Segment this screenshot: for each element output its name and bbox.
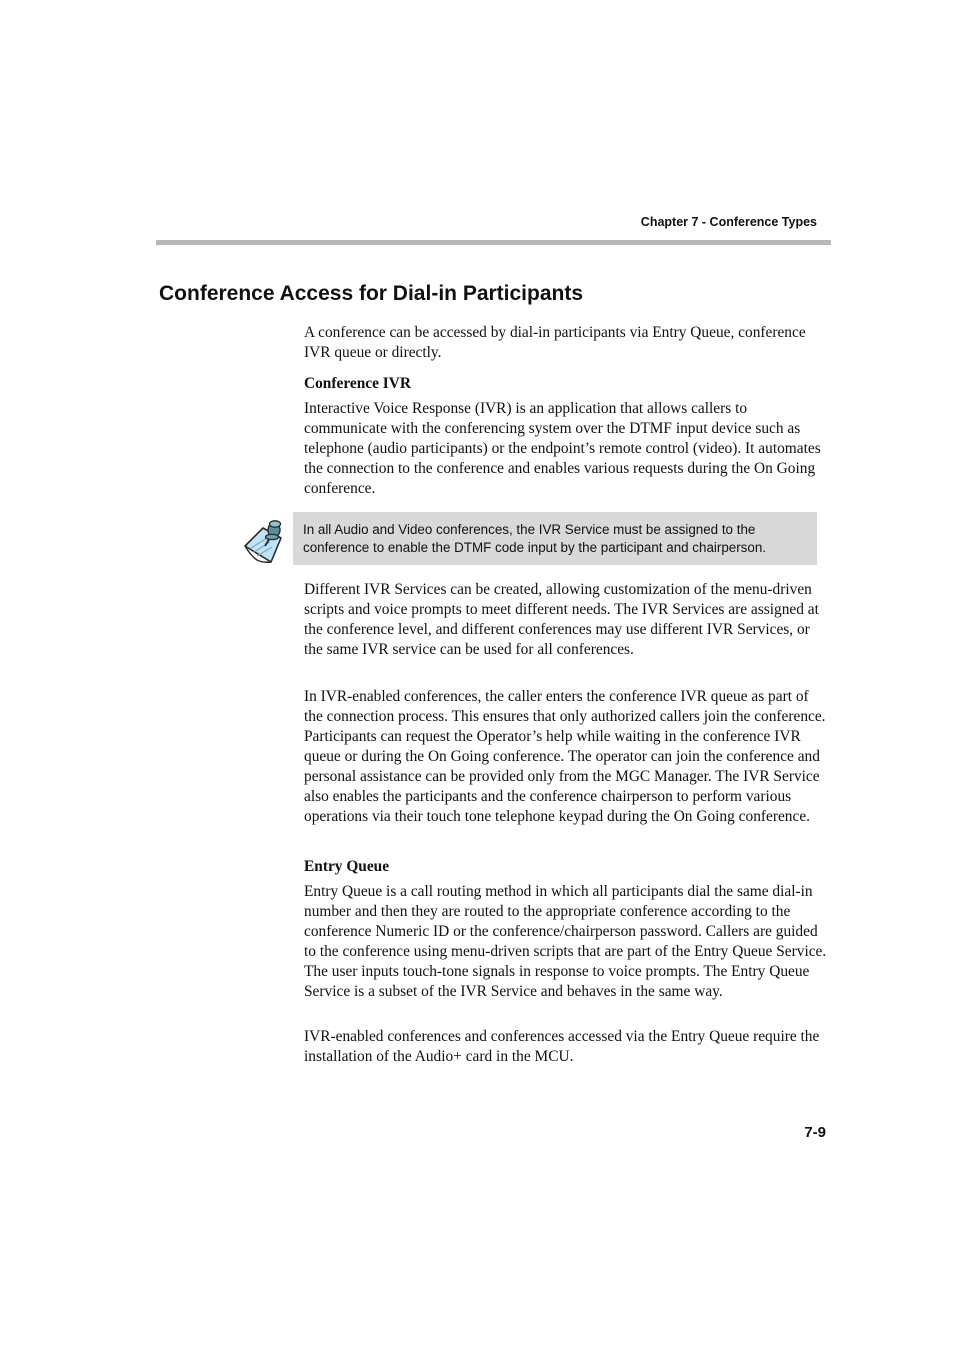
conference-ivr-paragraph-2: Different IVR Services can be created, allowing customization of the menu-driven scripts and voice prompts to meet different needs. The IVR Services are assigned at the conference level, and different conferences may use different IVR Services, or the same IVR service can be used for all conferences. [304, 581, 819, 658]
note-text: In all Audio and Video conferences, the IVR Service must be assigned to the conference to enable the DTMF code input by the participant and chairperson. [303, 522, 766, 555]
conference-ivr-paragraph-1: Interactive Voice Response (IVR) is an application that allows callers to communicate with the conferencing system over the DTMF input device such as telephone (audio participants) or the endpoint’s remote control (video). It automates the connection to the conference and enables various requests during the On Going conference. [304, 400, 821, 497]
intro-text: A conference can be accessed by dial-in participants via Entry Queue, conference IVR queue or directly. [304, 324, 806, 361]
entry-queue-block [304, 857, 828, 1002]
header-rule [156, 240, 831, 245]
running-header: Chapter 7 - Conference Types [640, 215, 817, 229]
pushpin-note-icon [241, 516, 289, 566]
conference-ivr-block [304, 374, 828, 499]
entry-queue-paragraph-2-block [304, 1027, 828, 1067]
conference-ivr-paragraph-2-block [304, 580, 828, 660]
page-number: 7-9 [804, 1124, 826, 1141]
entry-queue-paragraph-1: Entry Queue is a call routing method in which all participants dial the same dial-in number and then they are routed to the appropriate conference according to the conference Numeric ID or the conference/chairperson password. Callers are guided to the conference using menu-driven scripts that are part of the Entry Queue Service. The user inputs touch-tone signals in response to voice prompts. The Entry Queue Service is a subset of the IVR Service and behaves in the same way. [304, 883, 827, 1000]
entry-queue-paragraph-2: IVR-enabled conferences and conferences accessed via the Entry Queue require the installation of the Audio+ card in the MCU. [304, 1028, 820, 1065]
entry-queue-heading: Entry Queue [304, 858, 390, 875]
note-box [293, 512, 817, 565]
conference-ivr-paragraph-3-block [304, 687, 828, 827]
conference-ivr-heading: Conference IVR [304, 375, 411, 392]
conference-ivr-paragraph-3: In IVR-enabled conferences, the caller enters the conference IVR queue as part of the connection process. This ensures that only authorized callers join the conference. Participants can request the Operator’s help while waiting in the conference IVR queue or during the On Going conference. The operator can join the conference and personal assistance can be provided only from the MGC Manager. The IVR Service also enables the participants and the conference chairperson to perform various operations via their touch tone telephone keypad during the On Going conference. [304, 688, 826, 825]
intro-paragraph [304, 323, 828, 363]
section-title: Conference Access for Dial-in Participants [159, 282, 584, 305]
